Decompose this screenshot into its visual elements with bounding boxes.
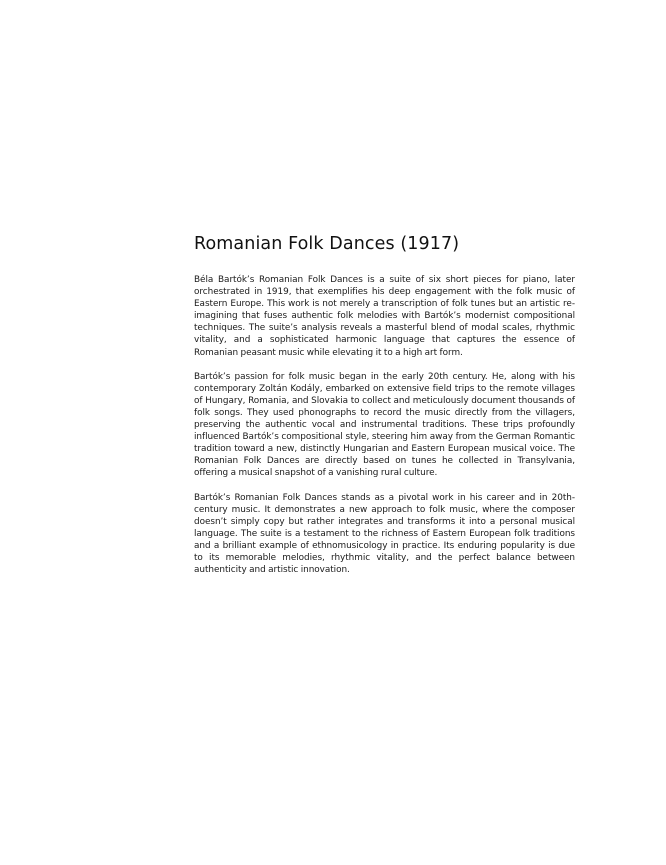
article-body: [194, 233, 575, 576]
paragraph-intro: Béla Bartók’s Romanian Folk Dances is a suite of six short pieces for piano, later orchestrated in 1919, that exemplifies his deep engagement with the folk music of Eastern Europe. This work is not merely a transcription of folk tunes but an artistic re-imagining that fuses authentic folk melodies with Bartók’s modernist compositional techniques. The suite’s analysis reveals a masterful blend of modal scales, rhythmic vitality, and a sophisticated harmonic language that captures the essence of Romanian peasant music while elevating it to a high art form.: [194, 275, 575, 358]
paragraph-significance: Bartók’s Romanian Folk Dances stands as a pivotal work in his career and in 20th-century music. It demonstrates a new approach to folk music, where the composer doesn’t simply copy but rather integrates and transforms it into a personal musical language. The suite is a testament to the richness of Eastern European folk traditions and a brilliant example of ethnomusicology in practice. Its enduring popularity is due to its memorable melodies, rhythmic vitality, and the perfect balance between authenticity and artistic innovation.: [194, 492, 575, 576]
paragraph-history: Bartók’s passion for folk music began in the early 20th century. He, along with his contemporary Zoltán Kodály, embarked on extensive field trips to the remote villages of Hungary, Romania, and Slovakia to collect and meticulously document thousands of folk songs. They used phonographs to record the music directly from the villagers, preserving the authentic vocal and instrumental traditions. These trips profoundly influenced Bartók’s compositional style, steering him away from the German Romantic tradition toward a new, distinctly Hungarian and Eastern European musical voice. The Romanian Folk Dances are directly based on tunes he collected in Transylvania, offering a musical snapshot of a vanishing rural culture.: [194, 371, 575, 479]
page-title: Romanian Folk Dances (1917): [194, 234, 460, 254]
